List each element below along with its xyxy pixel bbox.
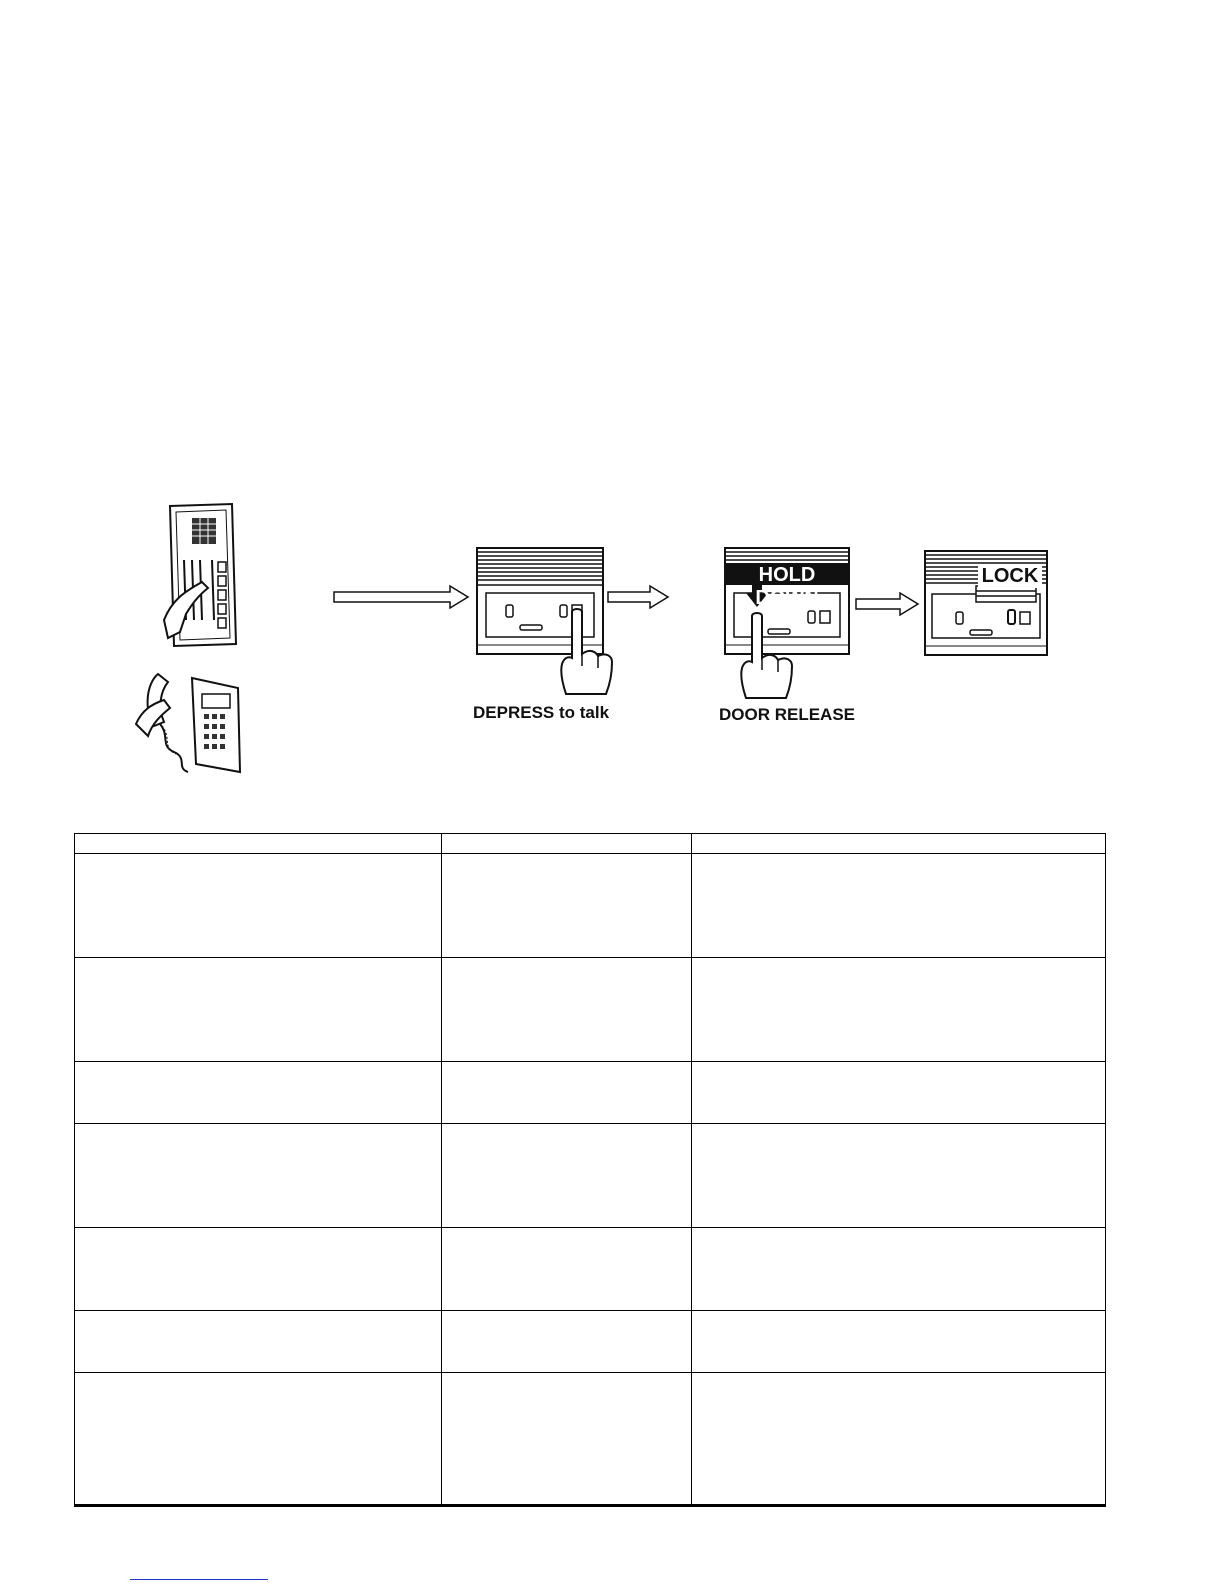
telephone-handset-icon [130, 664, 250, 778]
hand-pointer-icon [556, 608, 618, 696]
lock-tag: LOCK [978, 565, 1042, 588]
table-cell [442, 1373, 692, 1506]
right-arrow-icon [854, 592, 920, 616]
table-header-cell [75, 834, 442, 854]
table-cell [442, 1062, 692, 1124]
table-cell [692, 1373, 1106, 1506]
table-cell [692, 1311, 1106, 1373]
right-arrow-icon [606, 585, 670, 609]
table-cell [692, 958, 1106, 1062]
entry-panel-icon [162, 500, 246, 650]
table-cell [75, 1228, 442, 1311]
blank-form-table [74, 833, 1106, 1507]
table-cell [692, 1062, 1106, 1124]
table-row [75, 1373, 1106, 1506]
flow-arrow [606, 585, 670, 609]
table-cell [75, 854, 442, 958]
table-cell [442, 958, 692, 1062]
table-row [75, 958, 1106, 1062]
table-cell [75, 1373, 442, 1506]
flow-arrow [854, 592, 920, 616]
table-cell [75, 1124, 442, 1228]
pressing-finger-hand [556, 608, 618, 696]
hand-pointer-icon [736, 612, 798, 700]
table-row [75, 1062, 1106, 1124]
depress-caption: DEPRESS to talk [473, 703, 610, 722]
hold-down-tag: HOLD DOWN [755, 564, 819, 609]
table-header-cell [442, 834, 692, 854]
pressing-finger-hand [736, 612, 798, 700]
table-cell [442, 1124, 692, 1228]
table-header-row [75, 834, 1106, 854]
entry-panel-illustration [162, 500, 246, 650]
table-row [75, 1311, 1106, 1373]
table-row [75, 1228, 1106, 1311]
table-cell [442, 1228, 692, 1311]
right-arrow-icon [332, 585, 472, 609]
table-cell [692, 1124, 1106, 1228]
flow-arrow [332, 585, 472, 609]
table-cell [442, 854, 692, 958]
table-cell [75, 958, 442, 1062]
table-row [75, 854, 1106, 958]
table-cell [442, 1311, 692, 1373]
door-release-caption: DOOR RELEASE [719, 705, 856, 724]
table-row [75, 1124, 1106, 1228]
table-cell [692, 854, 1106, 958]
footer-link-underline [130, 1579, 268, 1580]
table-header-cell [692, 834, 1106, 854]
handset-illustration [130, 664, 250, 778]
table-cell [692, 1228, 1106, 1311]
table-cell [75, 1311, 442, 1373]
table-cell [75, 1062, 442, 1124]
